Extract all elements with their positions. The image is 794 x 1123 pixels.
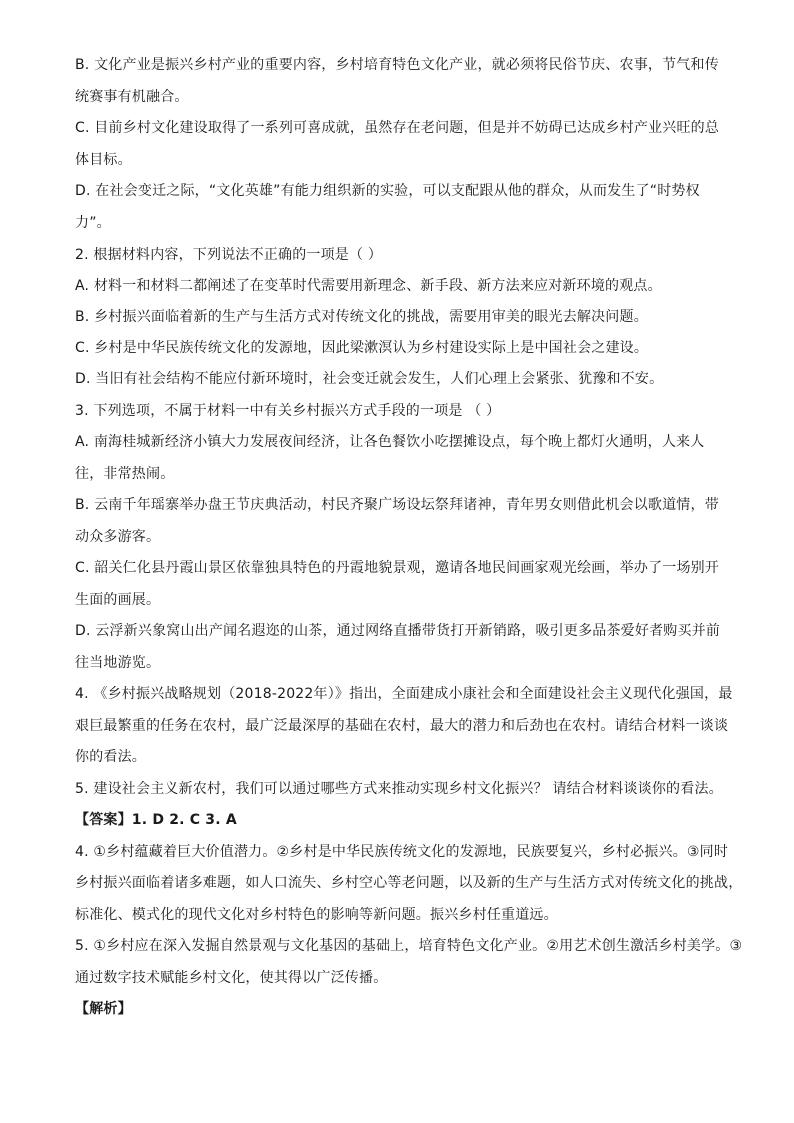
- text-line: C. 目前乡村文化建设取得了一系列可喜成就，虽然存在老问题，但是并不妨碍已达成乡村产业兴旺的总: [75, 120, 720, 136]
- text-line: B. 文化产业是振兴乡村产业的重要内容，乡村培育特色文化产业，就必须将民俗节庆、农事，节气和传: [75, 57, 719, 73]
- text-line: 统赛事有机融合。: [75, 89, 189, 105]
- text-line: D. 在社会变迁之际，“文化英雄”有能力组织新的实验，可以支配跟从他的群众，从而发生了“时势权: [75, 183, 700, 199]
- text-line: 动众多游客。: [75, 529, 161, 545]
- text-line: 通过数字技术赋能乡村文化，使其得以广泛传播。: [75, 970, 388, 986]
- answer-5: 5. ①乡村应在深入发掘自然景观与文化基因的基础上，培育特色文化产业。②用艺术创生激活乡村美学。③: [75, 938, 743, 954]
- option-c: C. 乡村是中华民族传统文化的发源地，因此梁漱溟认为乡村建设实际上是中国社会之建设。: [75, 340, 649, 356]
- option-a: A. 材料一和材料二都阐述了在变革时代需要用新理念、新手段、新方法来应对新环境的观点。: [75, 278, 662, 294]
- option-b: B. 云南千年瑶寨举办盘王节庆典活动，村民齐聚广场设坛祭拜诸神，青年男女则借此机会以歌道情，带: [75, 497, 719, 513]
- text-line: 往当地游览。: [75, 655, 161, 671]
- option-d: D. 当旧有社会结构不能应付新环境时，社会变迁就会发生，人们心理上会紧张、犹豫和不安。: [75, 371, 664, 387]
- text-line: 体目标。: [75, 152, 132, 168]
- option-a: A. 南海桂城新经济小镇大力发展夜间经济，让各色餐饮小吃摆摊设点，每个晚上都灯火通明，人来人: [75, 434, 705, 450]
- text-line: 力”。: [75, 215, 111, 231]
- option-c: C. 韶关仁化县丹霞山景区依靠独具特色的丹霞地貌景观，邀请各地民间画家观光绘画，举办了一场别开: [75, 560, 720, 576]
- text-line: 乡村振兴面临着诸多难题，如人口流失、乡村空心等老问题，以及新的生产与生活方式对传统文化的挑战，: [75, 875, 743, 891]
- question-2: 2. 根据材料内容，下列说法不正确的一项是（ ）: [75, 247, 383, 263]
- text-line: 生面的画展。: [75, 592, 161, 608]
- answer-4: 4. ①乡村蕴藏着巨大价值潜力。②乡村是中华民族传统文化的发源地，民族要复兴，乡村必振兴。③同时: [75, 844, 729, 860]
- option-d: D. 云浮新兴象窝山出产闻名遐迩的山茶，通过网络直播带货打开新销路，吸引更多品茶爱好者购买并前: [75, 623, 721, 639]
- option-b: B. 乡村振兴面临着新的生产与生活方式对传统文化的挑战，需要用审美的眼光去解决问题。: [75, 309, 648, 325]
- question-3: 3. 下列选项，不属于材料一中有关乡村振兴方式手段的一项是 （ ）: [75, 403, 501, 419]
- text-line: 往，非常热闹。: [75, 466, 175, 482]
- text-line: 标准化、模式化的现代文化对乡村特色的影响等新问题。振兴乡村任重道远。: [75, 907, 558, 923]
- text-line: 艰巨最繁重的任务在农村，最广泛最深厚的基础在农村，最大的潜力和后劲也在农村。请结合材料一谈谈: [75, 718, 729, 734]
- question-5: 5. 建设社会主义新农村，我们可以通过哪些方式来推动实现乡村文化振兴？ 请结合材料谈谈你的看法。: [75, 781, 723, 797]
- answer-heading: 【答案】1. D 2. C 3. A: [75, 812, 237, 828]
- question-4: 4. 《乡村振兴战略规划（2018-2022年）》指出，全面建成小康社会和全面建设社会主义现代化强国，最: [75, 686, 733, 702]
- analysis-heading: 【解析】: [75, 1001, 132, 1017]
- text-line: 你的看法。: [75, 749, 146, 765]
